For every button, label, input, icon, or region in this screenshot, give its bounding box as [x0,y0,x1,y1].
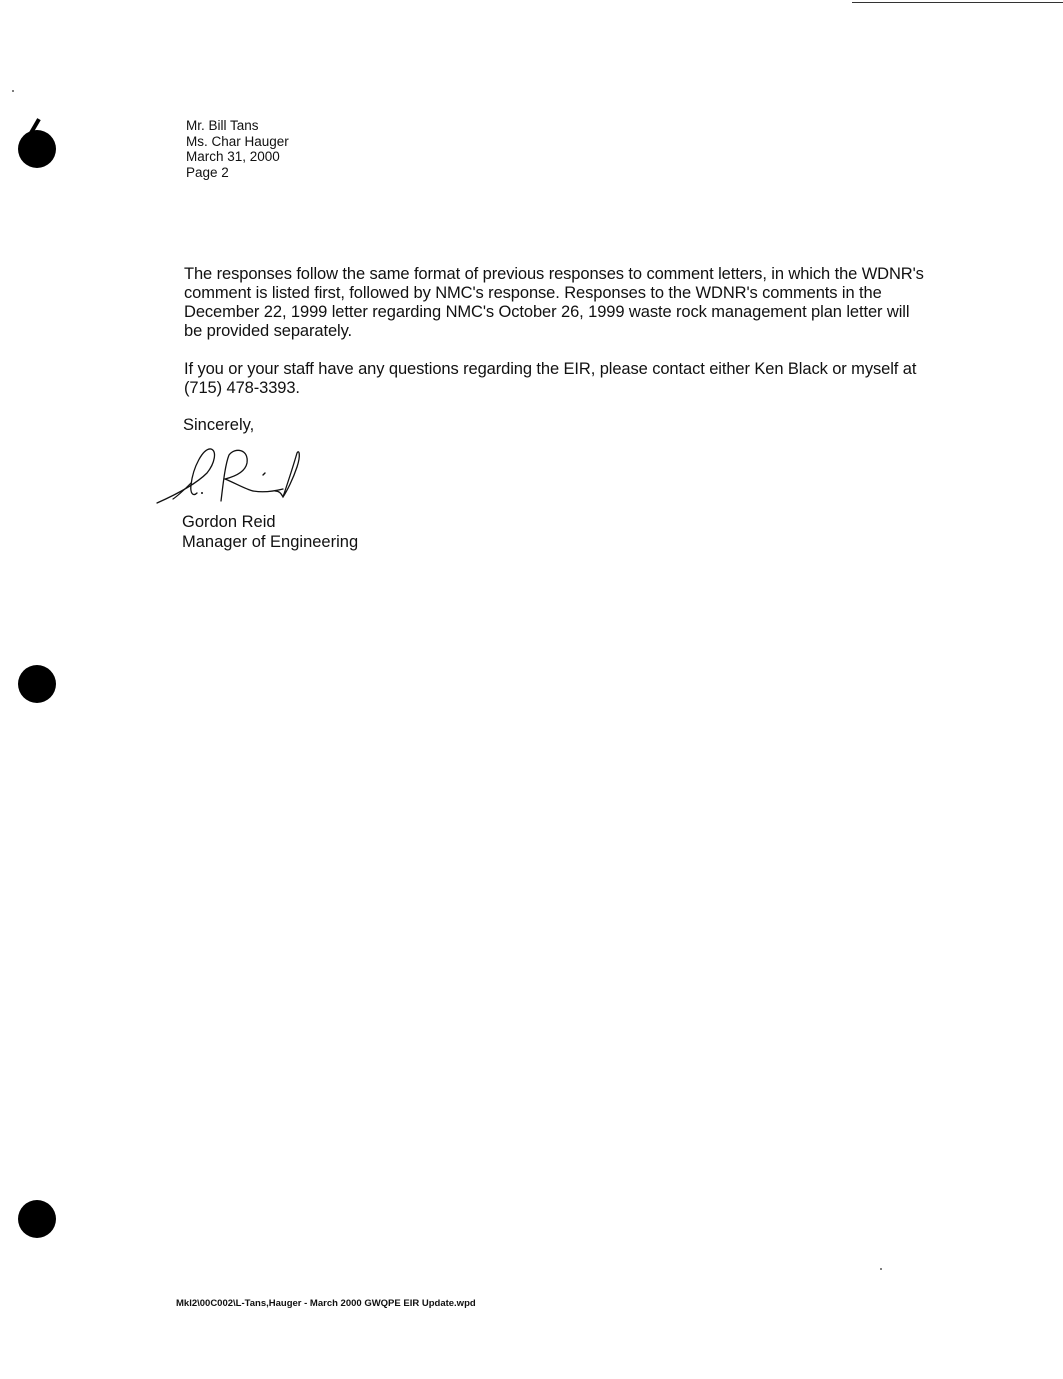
scan-speck [12,90,14,92]
page-number: Page 2 [186,164,229,180]
body-paragraph-2: If you or your staff have any questions regarding the EIR, please contact either Ken Black or myself at (715) 478-3393. [184,360,917,397]
letter-header [186,118,289,180]
punch-hole-middle [18,665,56,703]
signer-block [182,512,358,552]
recipient-1: Mr. Bill Tans [186,118,259,133]
punch-hole-bottom [18,1200,56,1238]
document-file-path: Mkl2\00C002\L-Tans,Hauger - March 2000 GWQPE EIR Update.wpd [176,1298,476,1309]
scan-edge-line [852,2,1063,3]
signer-name: Gordon Reid [182,513,276,531]
signer-title: Manager of Engineering [182,533,359,551]
punch-hole-top [18,130,56,168]
handwritten-signature [155,445,305,509]
letter-date: March 31, 2000 [186,149,280,164]
body-paragraph-1: The responses follow the same format of previous responses to comment letters, in which the WDNR's comment is listed first, followed by NMC's response. Responses to the WDNR's comments in the December 22, 1999 letter regarding NMC's October 26, 1999 waste rock management plan letter will be provided separately. [184,265,924,340]
recipient-2: Ms. Char Hauger [186,133,289,149]
scan-speck [880,1268,882,1270]
closing-salutation: Sincerely, [183,416,255,434]
